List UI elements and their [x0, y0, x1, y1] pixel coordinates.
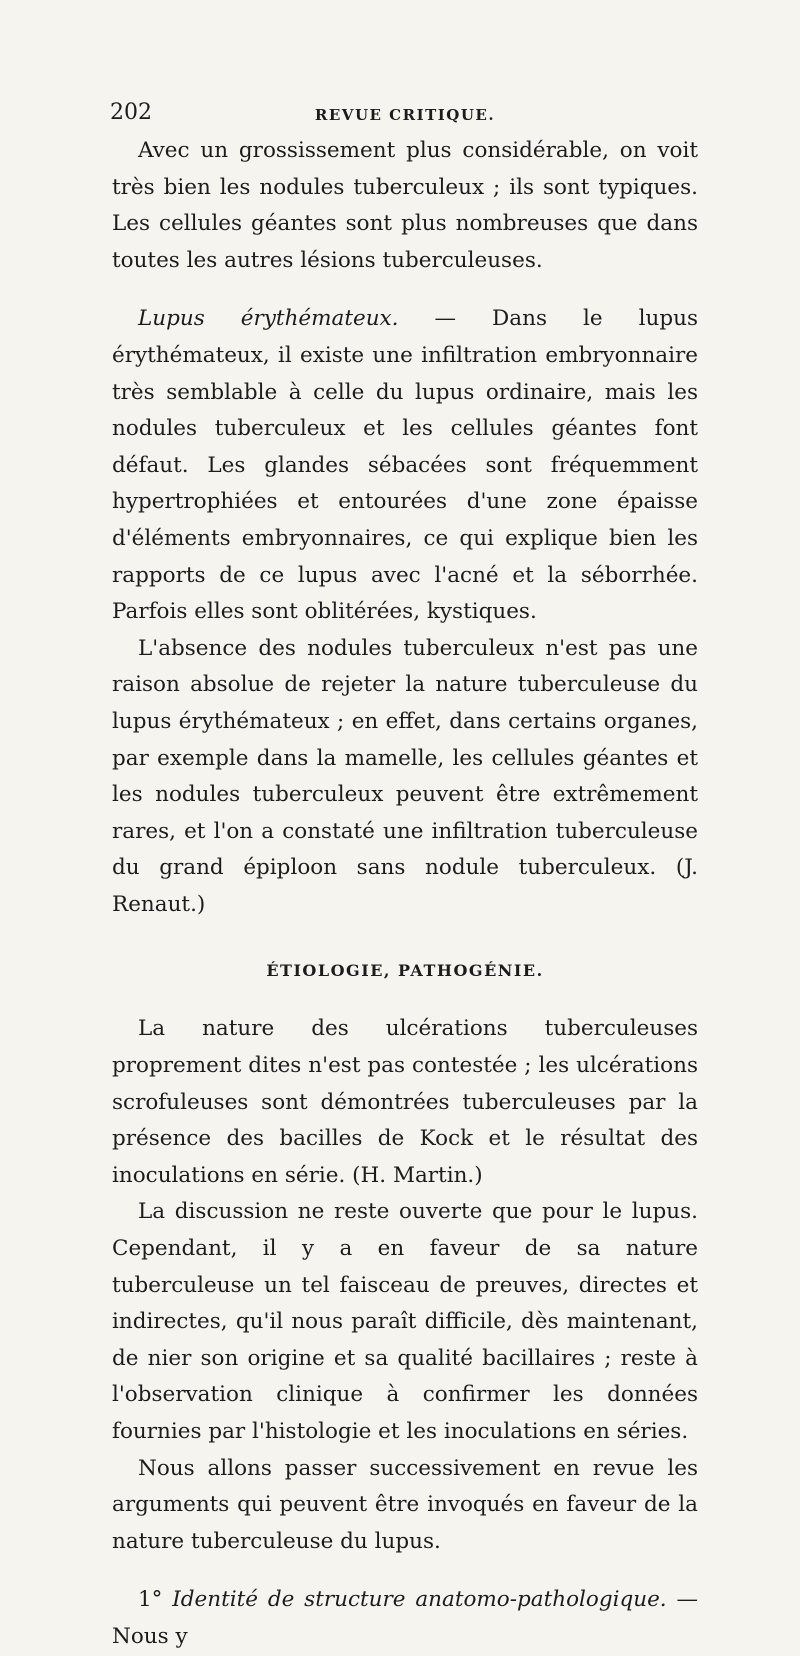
page-number: 202 — [110, 100, 152, 125]
paragraph-6: Nous allons passer successivement en revue les arguments qui peuvent être invoqués en faveur de la nature tuberculeuse du lupus. — [112, 1455, 698, 1554]
running-title: REVUE CRITIQUE. — [314, 106, 496, 124]
paragraph-7-text: — Nous y — [112, 1587, 698, 1649]
paragraph-4: La nature des ulcérations tuberculeuses proprement dites n'est pas contestée ; les ulcérations scrofuleuses sont démontrées tuberculeuses par la présence des bacilles de Kock et le résultat des inoculations en série. (H. Martin.) — [112, 1016, 698, 1188]
page-header — [112, 95, 698, 133]
term-identite-structure: Identité de structure anatomo-pathologique. — [172, 1587, 667, 1613]
paragraph-5: La discussion ne reste ouverte que pour le lupus. Cependant, il y a en faveur de sa nature tuberculeuse un tel faisceau de preuves, directes et indirectes, qu'il nous paraît difficile, dès maintenant, de nier son origine et sa qualité bacillaires ; reste à l'observation clinique à confirmer les données fournies par l'histologie et les inoculations en séries. — [112, 1199, 698, 1444]
paragraph-2-text: — Dans le lupus érythémateux, il existe une infiltration embryonnaire très semblable à celle du lupus ordinaire, mais les nodules tuberculeux et les cellules géantes font défaut. Les glandes sébacées sont fréquemment hypertrophiées et entourées d'une zone épaisse d'éléments embryonnaires, ce qui explique bien les rapports de ce lupus avec l'acné et la séborrhée. Parfois elles sont oblitérées, kystiques. — [112, 306, 698, 625]
paragraph-7 — [112, 1582, 698, 1655]
paragraph-1: Avec un grossissement plus considérable, on voit très bien les nodules tuberculeux ; ils sont typiques. Les cellules géantes sont plus nombreuses que dans toutes les autres lésions tuberculeuses. — [112, 138, 698, 273]
document-page — [112, 95, 698, 1656]
paragraph-lupus-erythemateux — [112, 301, 698, 630]
section-heading: ÉTIOLOGIE, PATHOGÉNIE. — [266, 961, 544, 981]
paragraph-3: L'absence des nodules tuberculeux n'est pas une raison absolue de rejeter la nature tuberculeuse du lupus érythémateux ; en effet, dans certains organes, par exemple dans la mamelle, les cellules géantes et les nodules tuberculeux peuvent être extrêmement rares, et l'on a constaté une infiltration tuberculeuse du grand épiploon sans nodule tuberculeux. (J. Renaut.) — [112, 635, 698, 917]
term-lupus-erythemateux: Lupus érythémateux. — [138, 306, 399, 332]
list-number: 1° — [138, 1587, 163, 1613]
